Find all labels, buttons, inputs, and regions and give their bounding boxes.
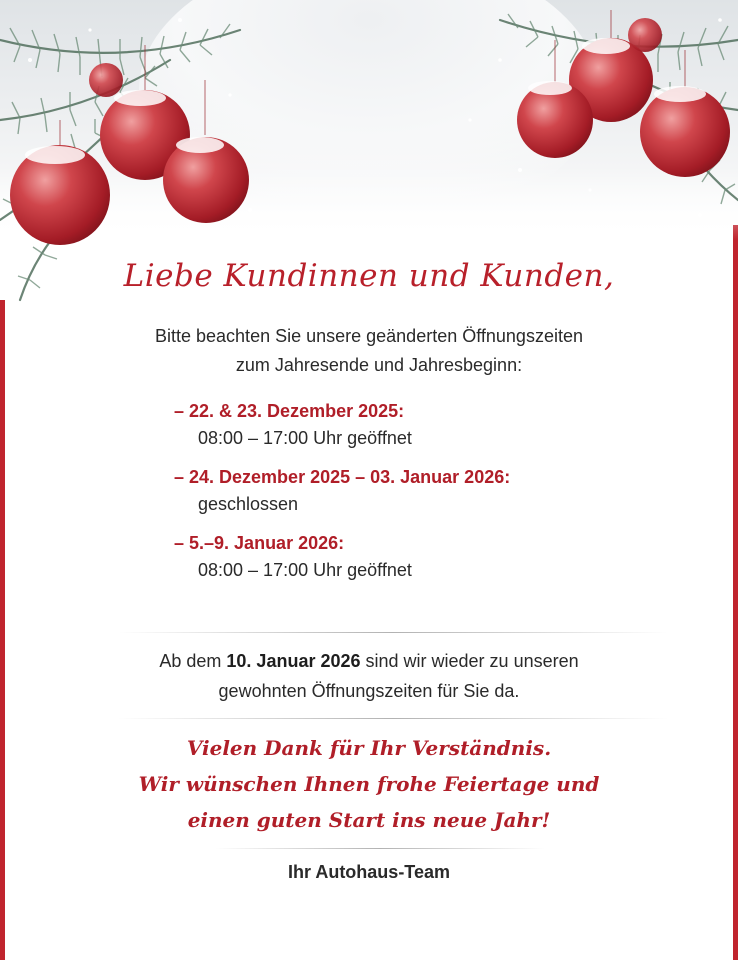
thanks-line-1: Vielen Dank für Ihr Verständnis. (186, 736, 552, 760)
resume-date: 10. Januar 2026 (226, 651, 361, 671)
schedule-entry (174, 530, 694, 584)
schedule-entry (174, 464, 694, 518)
thanks-line-2: Wir wünschen Ihnen frohe Feiertage und (138, 772, 600, 796)
intro-line-1: Bitte beachten Sie unsere geänderten Öffnungszeiten (155, 326, 583, 346)
schedule-entry-date: – 24. Dezember 2025 – 03. Januar 2026: (174, 467, 511, 487)
thanks-message (0, 730, 738, 838)
resume-notice (0, 646, 738, 706)
divider (118, 718, 668, 719)
schedule-entry-hours: 08:00 – 17:00 Uhr geöffnet (198, 560, 412, 580)
schedule-entry (174, 398, 694, 452)
resume-line-1 (0, 646, 738, 676)
signature: Ihr Autohaus-Team (287, 862, 450, 882)
resume-prefix: Ab dem (159, 651, 227, 671)
divider (118, 632, 668, 633)
holiday-schedule (174, 398, 694, 596)
schedule-entry-date: – 5.–9. Januar 2026: (174, 533, 345, 553)
schedule-entry-hours: geschlossen (198, 494, 299, 514)
resume-line-2: gewohnten Öffnungszeiten für Sie da. (218, 681, 520, 701)
thanks-line-3: einen guten Start ins neue Jahr! (187, 808, 551, 832)
divider (215, 848, 545, 849)
intro-paragraph (0, 322, 738, 380)
frame-border-left (0, 300, 5, 960)
schedule-entry-date: – 22. & 23. Dezember 2025: (174, 401, 405, 421)
resume-suffix: sind wir wieder zu unseren (360, 651, 579, 671)
greeting-heading: Liebe Kundinnen und Kunden, (123, 258, 615, 294)
intro-line-2: zum Jahresende und Jahresbeginn: (235, 355, 523, 375)
schedule-entry-hours: 08:00 – 17:00 Uhr geöffnet (198, 428, 412, 448)
